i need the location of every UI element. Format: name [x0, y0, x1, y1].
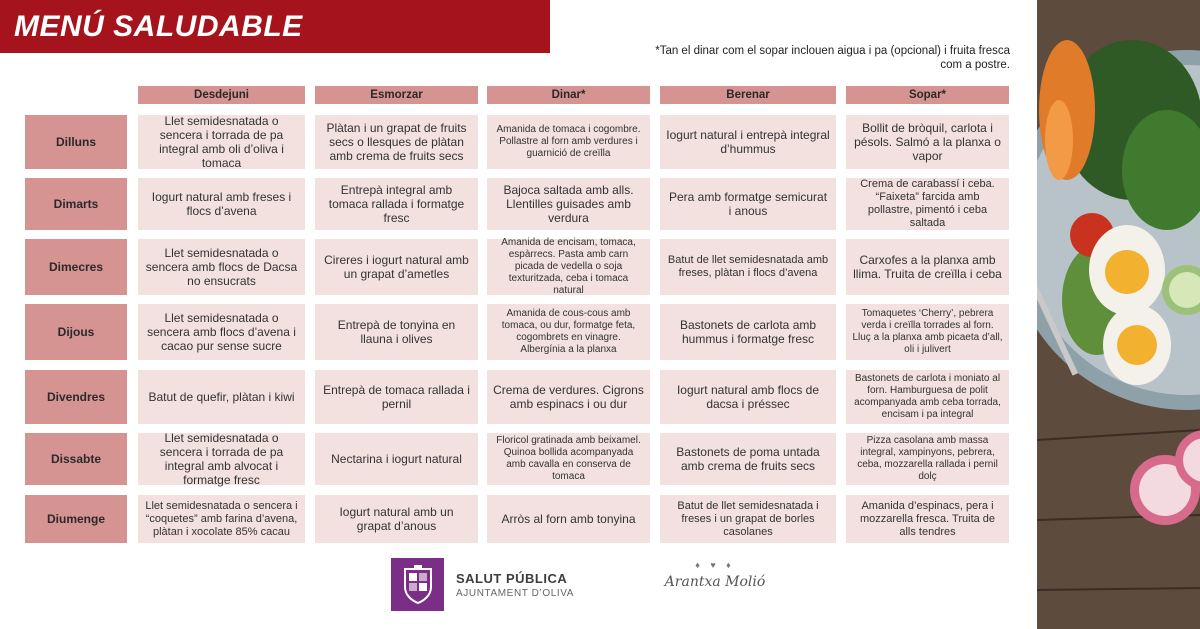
arantxa-name: Arantxa Molió [664, 574, 766, 590]
menu-cell: Arròs al forn amb tonyina [487, 495, 650, 543]
menu-cell: Batut de quefir, plàtan i kiwi [138, 370, 305, 424]
menu-cell: Entrepà de tomaca rallada i pernil [315, 370, 478, 424]
row-header-dilluns: Dilluns [25, 115, 127, 169]
menu-cell: Pera amb formatge semicurat i anous [660, 178, 836, 230]
menu-cell: Nectarina i iogurt natural [315, 433, 478, 485]
menu-cell: Carxofes a la planxa amb llima. Truita de creïlla i ceba [846, 239, 1009, 295]
menu-cell: Llet semidesnatada o sencera i torrada de pa integral amb oli d’oliva i tomaca [138, 115, 305, 169]
arantxa-molio-logo [660, 560, 770, 610]
menu-cell: Floricol gratinada amb beixamel. Quinoa bollida acompanyada amb cavalla en conserva de tomaca [487, 433, 650, 485]
column-header-desdejuni: Desdejuni [138, 86, 305, 104]
menu-cell: Crema de carabassí i ceba. “Faixeta” farcida amb pollastre, pimentó i ceba saltada [846, 178, 1009, 230]
menu-cell: Bajoca saltada amb alls. Llentilles guisades amb verdura [487, 178, 650, 230]
column-header-esmorzar: Esmorzar [315, 86, 478, 104]
food-photo [1037, 0, 1200, 629]
row-header-dimecres: Dimecres [25, 239, 127, 295]
menu-cell: Entrepà de tonyina en llauna i olives [315, 304, 478, 360]
row-header-dijous: Dijous [25, 304, 127, 360]
menu-cell: Llet semidesnatada o sencera amb flocs de Dacsa no ensucrats [138, 239, 305, 295]
menu-cell: Plàtan i un grapat de fruits secs o llesques de plàtan amb crema de fruits secs [315, 115, 478, 169]
row-header-divendres: Divendres [25, 370, 127, 424]
salut-title: SALUT PÚBLICA [456, 570, 568, 586]
menu-cell: Bastonets de carlota i moniato al forn. Hamburguesa de polit acompanyada amb ceba torrada, encisam i pa integral [846, 370, 1009, 424]
menu-cell: Llet semidesnatada o sencera amb flocs d’avena i cacao pur sense sucre [138, 304, 305, 360]
menu-cell: Batut de llet semidesnatada amb freses, plàtan i flocs d’avena [660, 239, 836, 295]
menu-cell: Batut de llet semidesnatada i freses i un grapat de borles casolanes [660, 495, 836, 543]
menu-cell: Bastonets de carlota amb hummus i formatge fresc [660, 304, 836, 360]
title-banner [0, 0, 550, 53]
menu-cell: Amanida de cous-cous amb tomaca, ou dur, formatge feta, cogombrets en vinagre. Albergínia a la planxa [487, 304, 650, 360]
menu-cell: Iogurt natural i entrepà integral d’hummus [660, 115, 836, 169]
leaf-icon: ♦ ♥ ♦ [695, 560, 735, 570]
row-header-dissabte: Dissabte [25, 433, 127, 485]
logo-box [391, 558, 444, 611]
menu-cell: Amanida de tomaca i cogombre. Pollastre al forn amb verdures i guarnició de creïlla [487, 115, 650, 169]
menu-cell: Amanida de encisam, tomaca, espàrrecs. Pasta amb carn picada de vedella o soja texturitzada, ceba i tomaca natural [487, 239, 650, 295]
menu-cell: Bollit de bròquil, carlota i pésols. Salmó a la planxa o vapor [846, 115, 1009, 169]
row-header-dimarts: Dimarts [25, 178, 127, 230]
menu-cell: Iogurt natural amb flocs de dacsa i préssec [660, 370, 836, 424]
menu-cell: Pizza casolana amb massa integral, xampinyons, pebrera, ceba, mozzarella rallada i pernil dolç [846, 433, 1009, 485]
menu-cell: Cireres i iogurt natural amb un grapat d’ametles [315, 239, 478, 295]
menu-cell: Amanida d’espinacs, pera i mozzarella fresca. Truita de alls tendres [846, 495, 1009, 543]
column-header-dinar: Dinar* [487, 86, 650, 104]
salut-subtitle: AJUNTAMENT D’OLIVA [456, 587, 575, 599]
menu-cell: Iogurt natural amb un grapat d’anous [315, 495, 478, 543]
menu-cell: Tomaquetes ‘Cherry’, pebrera verda i creïlla torrades al forn. Lluç a la planxa amb picaeta d’all, oli i julivert [846, 304, 1009, 360]
menu-cell: Iogurt natural amb freses i flocs d’avena [138, 178, 305, 230]
menu-cell: Crema de verdures. Cigrons amb espinacs i ou dur [487, 370, 650, 424]
menu-cell: Llet semidesnatada o sencera i “coquetes” amb farina d’avena, plàtan i xocolate 85% cacau [138, 495, 305, 543]
menu-cell: Entrepà integral amb tomaca rallada i formatge fresc [315, 178, 478, 230]
shield-crest-icon [401, 565, 435, 605]
column-header-sopar: Sopar* [846, 86, 1009, 104]
row-header-diumenge: Diumenge [25, 495, 127, 543]
page-title: MENÚ SALUDABLE [14, 9, 303, 43]
menu-cell: Llet semidesnatada o sencera i torrada de pa integral amb alvocat i formatge fresc [138, 433, 305, 485]
salut-publica-logo [391, 558, 574, 611]
footnote: *Tan el dinar com el sopar inclouen aigua i pa (opcional) i fruita fresca com a postre. [655, 45, 1010, 71]
column-header-berenar: Berenar [660, 86, 836, 104]
menu-cell: Bastonets de poma untada amb crema de fruits secs [660, 433, 836, 485]
